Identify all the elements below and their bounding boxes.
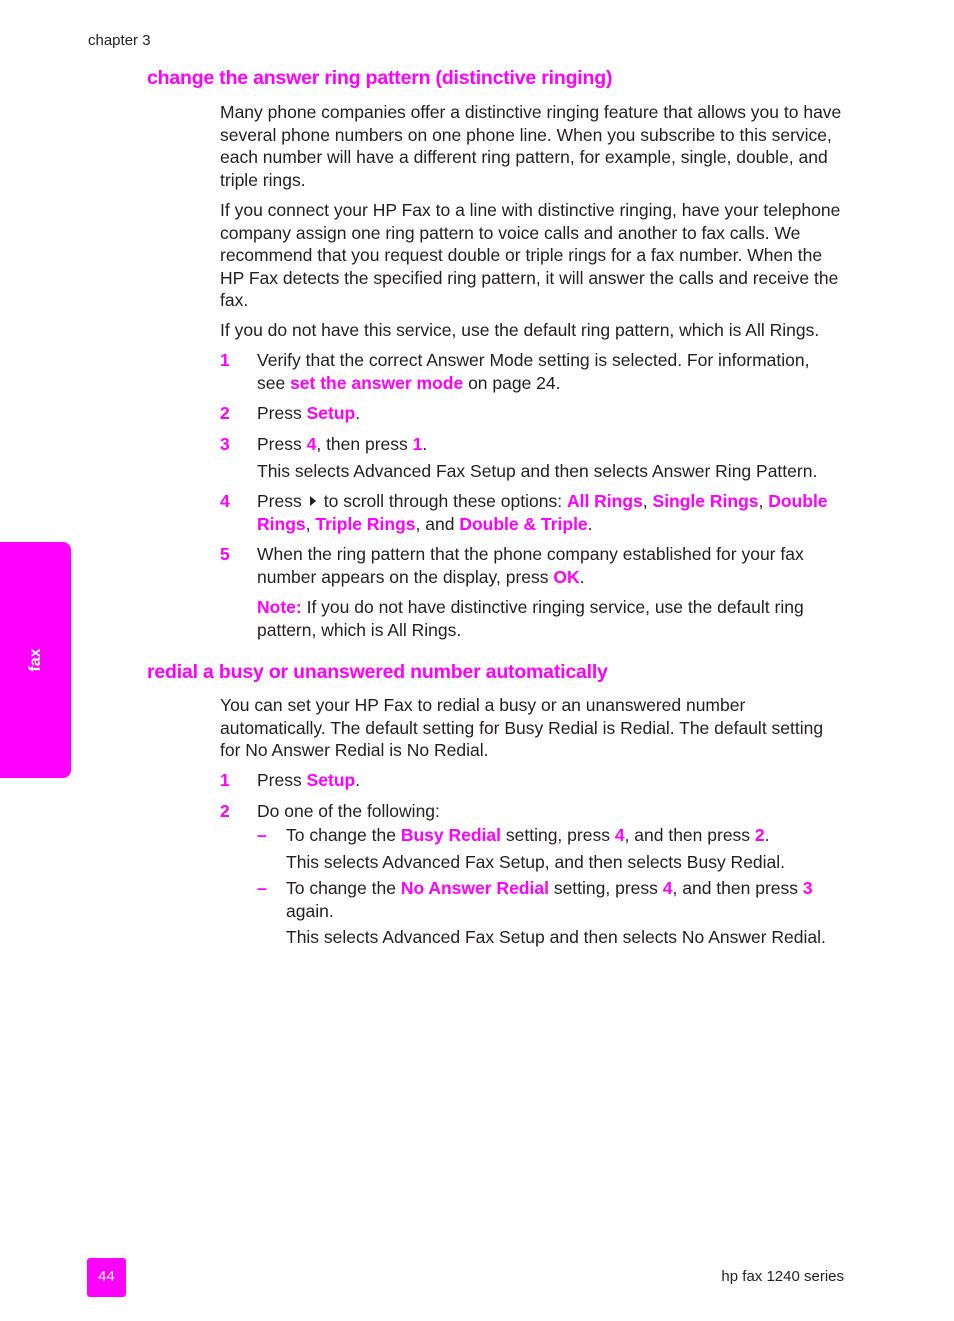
step-text: Press 4, then press 1.	[257, 434, 428, 454]
side-tab-label: fax	[27, 648, 44, 672]
list-dash: –	[257, 878, 267, 898]
list-dash: –	[257, 825, 267, 845]
step-text: Press to scroll through these options: All Rings, Single Rings, Double Rings, Triple Rings, and Double & Triple.	[257, 491, 828, 534]
key-3: 3	[802, 878, 813, 898]
step-text: When the ring pattern that the phone company established for your fax number appears on the display, press OK.	[257, 544, 804, 587]
busy-redial-setting: Busy Redial	[400, 825, 501, 845]
step-text: Press Setup.	[257, 403, 361, 423]
step-detail: This selects Advanced Fax Setup and then selects Answer Ring Pattern.	[257, 461, 818, 481]
step-text: Verify that the correct Answer Mode setting is selected. For information, see set the answer mode on page 24.	[257, 350, 810, 393]
key-2: 2	[754, 825, 765, 845]
setup-key: Setup	[306, 403, 356, 423]
note: Note: If you do not have distinctive ringing service, use the default ring pattern, which is All Rings.	[257, 597, 804, 640]
key-1: 1	[412, 434, 423, 454]
option-single-rings: Single Rings	[652, 491, 759, 511]
section-heading-distinctive-ringing: change the answer ring pattern (distinctive ringing)	[147, 67, 613, 89]
running-head: chapter 3	[88, 32, 151, 49]
option-double-triple: Double & Triple	[459, 513, 588, 534]
step-number: 2	[220, 801, 230, 821]
setup-key: Setup	[306, 770, 356, 790]
step-number: 2	[220, 403, 230, 423]
page-number-box	[87, 1258, 126, 1297]
option-double-rings: Double Rings	[257, 491, 828, 534]
sub-step-detail: This selects Advanced Fax Setup, and then selects Busy Redial.	[286, 852, 786, 872]
option-all-rings: All Rings	[566, 491, 643, 511]
page-number: 44	[98, 1268, 115, 1285]
sub-step-text: To change the No Answer Redial setting, press 4, and then press 3 again.	[286, 878, 813, 921]
footer-product-title: hp fax 1240 series	[721, 1268, 844, 1285]
step-number: 1	[220, 770, 230, 790]
step-number: 4	[220, 491, 230, 511]
key-4: 4	[662, 878, 673, 898]
set-answer-mode-link[interactable]: set the answer mode	[290, 372, 464, 393]
body-paragraph: If you do not have this service, use the default ring pattern, which is All Rings.	[220, 320, 820, 340]
no-answer-redial-setting: No Answer Redial	[400, 878, 549, 898]
step-text: Press Setup.	[257, 770, 361, 790]
step-text: Do one of the following:	[257, 801, 440, 821]
intro-paragraph: Many phone companies offer a distinctive ringing feature that allows you to have several phone numbers on one phone line. When you subscribe to this service, each number will have a different ring pattern, for example, single, double, and triple rings.	[220, 102, 842, 190]
sub-step-text: To change the Busy Redial setting, press 4, and then press 2.	[286, 825, 770, 845]
body-paragraph: If you connect your HP Fax to a line with distinctive ringing, have your telephone company assign one ring pattern to voice calls and another to fax calls. We recommend that you request double or triple rings for a fax number. When the HP Fax detects the specified ring pattern, it will answer the calls and receive the fax.	[220, 200, 841, 310]
option-triple-rings: Triple Rings	[315, 513, 416, 534]
section-heading-redial: redial a busy or unanswered number automatically	[147, 661, 608, 683]
sub-step-detail: This selects Advanced Fax Setup and then selects No Answer Redial.	[286, 927, 826, 947]
right-arrow-icon	[310, 496, 316, 506]
ok-key: OK	[553, 566, 580, 587]
key-4: 4	[306, 434, 317, 454]
step-number: 1	[220, 350, 230, 370]
step-number: 5	[220, 544, 230, 564]
step-number: 3	[220, 434, 230, 454]
key-4: 4	[614, 825, 625, 845]
note-label: Note:	[257, 597, 302, 617]
intro-paragraph: You can set your HP Fax to redial a busy or an unanswered number automatically. The default setting for Busy Redial is Redial. The default setting for No Answer Redial is No Redial.	[220, 695, 824, 760]
